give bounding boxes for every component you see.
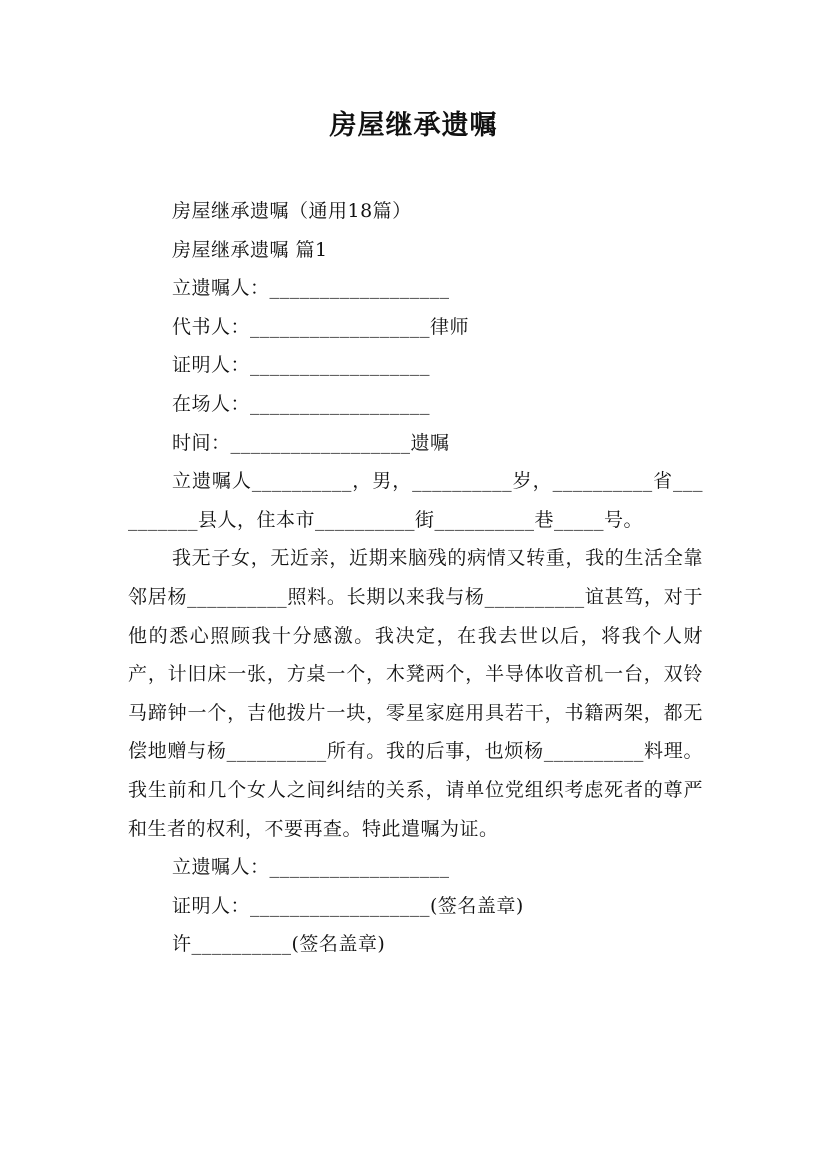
testator-field: 立遗嘱人：__________________ — [172, 277, 450, 300]
subtitle-line: 房屋继承遗嘱（通用18篇） — [172, 200, 412, 222]
time-field: 时间：__________________遗嘱 — [172, 431, 450, 454]
will-body-paragraph: 我无子女，无近亲，近期来脑残的病情又转重，我的生活全靠邻居杨__________照料。长期以来我与杨__________谊甚笃，对于他的悉心照顾我十分感激。我决定，在我去世以后，将我个人财产，计旧床一张，方桌一个，木凳两个，半导体收音机一台，双铃马蹄钟一个，吉他拨片一块，零星家庭用具若干，书籍两架，都无偿地赠与杨__________所有。我的后事，也烦杨__________料理。我生前和几个女人之间纠结的关系，请单位党组织考虑死者的尊严和生者的权利，不要再查。特此遣嘱为证。 — [128, 547, 703, 840]
signature-xu-field: 许__________(签名盖章) — [172, 933, 386, 956]
witness-field: 证明人：__________________ — [172, 354, 431, 377]
document-title: 房屋继承遗嘱 — [329, 110, 498, 141]
signature-testator-field: 立遗嘱人：__________________ — [172, 856, 450, 879]
present-person-field: 在场人：__________________ — [172, 392, 431, 415]
document-body — [128, 192, 703, 964]
scribe-field: 代书人：__________________律师 — [172, 315, 470, 338]
testator-info-paragraph: 立遗嘱人__________，男，__________岁，__________省__________县人，住本市__________街__________巷_____号。 — [128, 470, 703, 531]
section-heading: 房屋继承遗嘱 篇1 — [172, 238, 328, 261]
signature-witness-field: 证明人：__________________(签名盖章) — [172, 894, 524, 917]
